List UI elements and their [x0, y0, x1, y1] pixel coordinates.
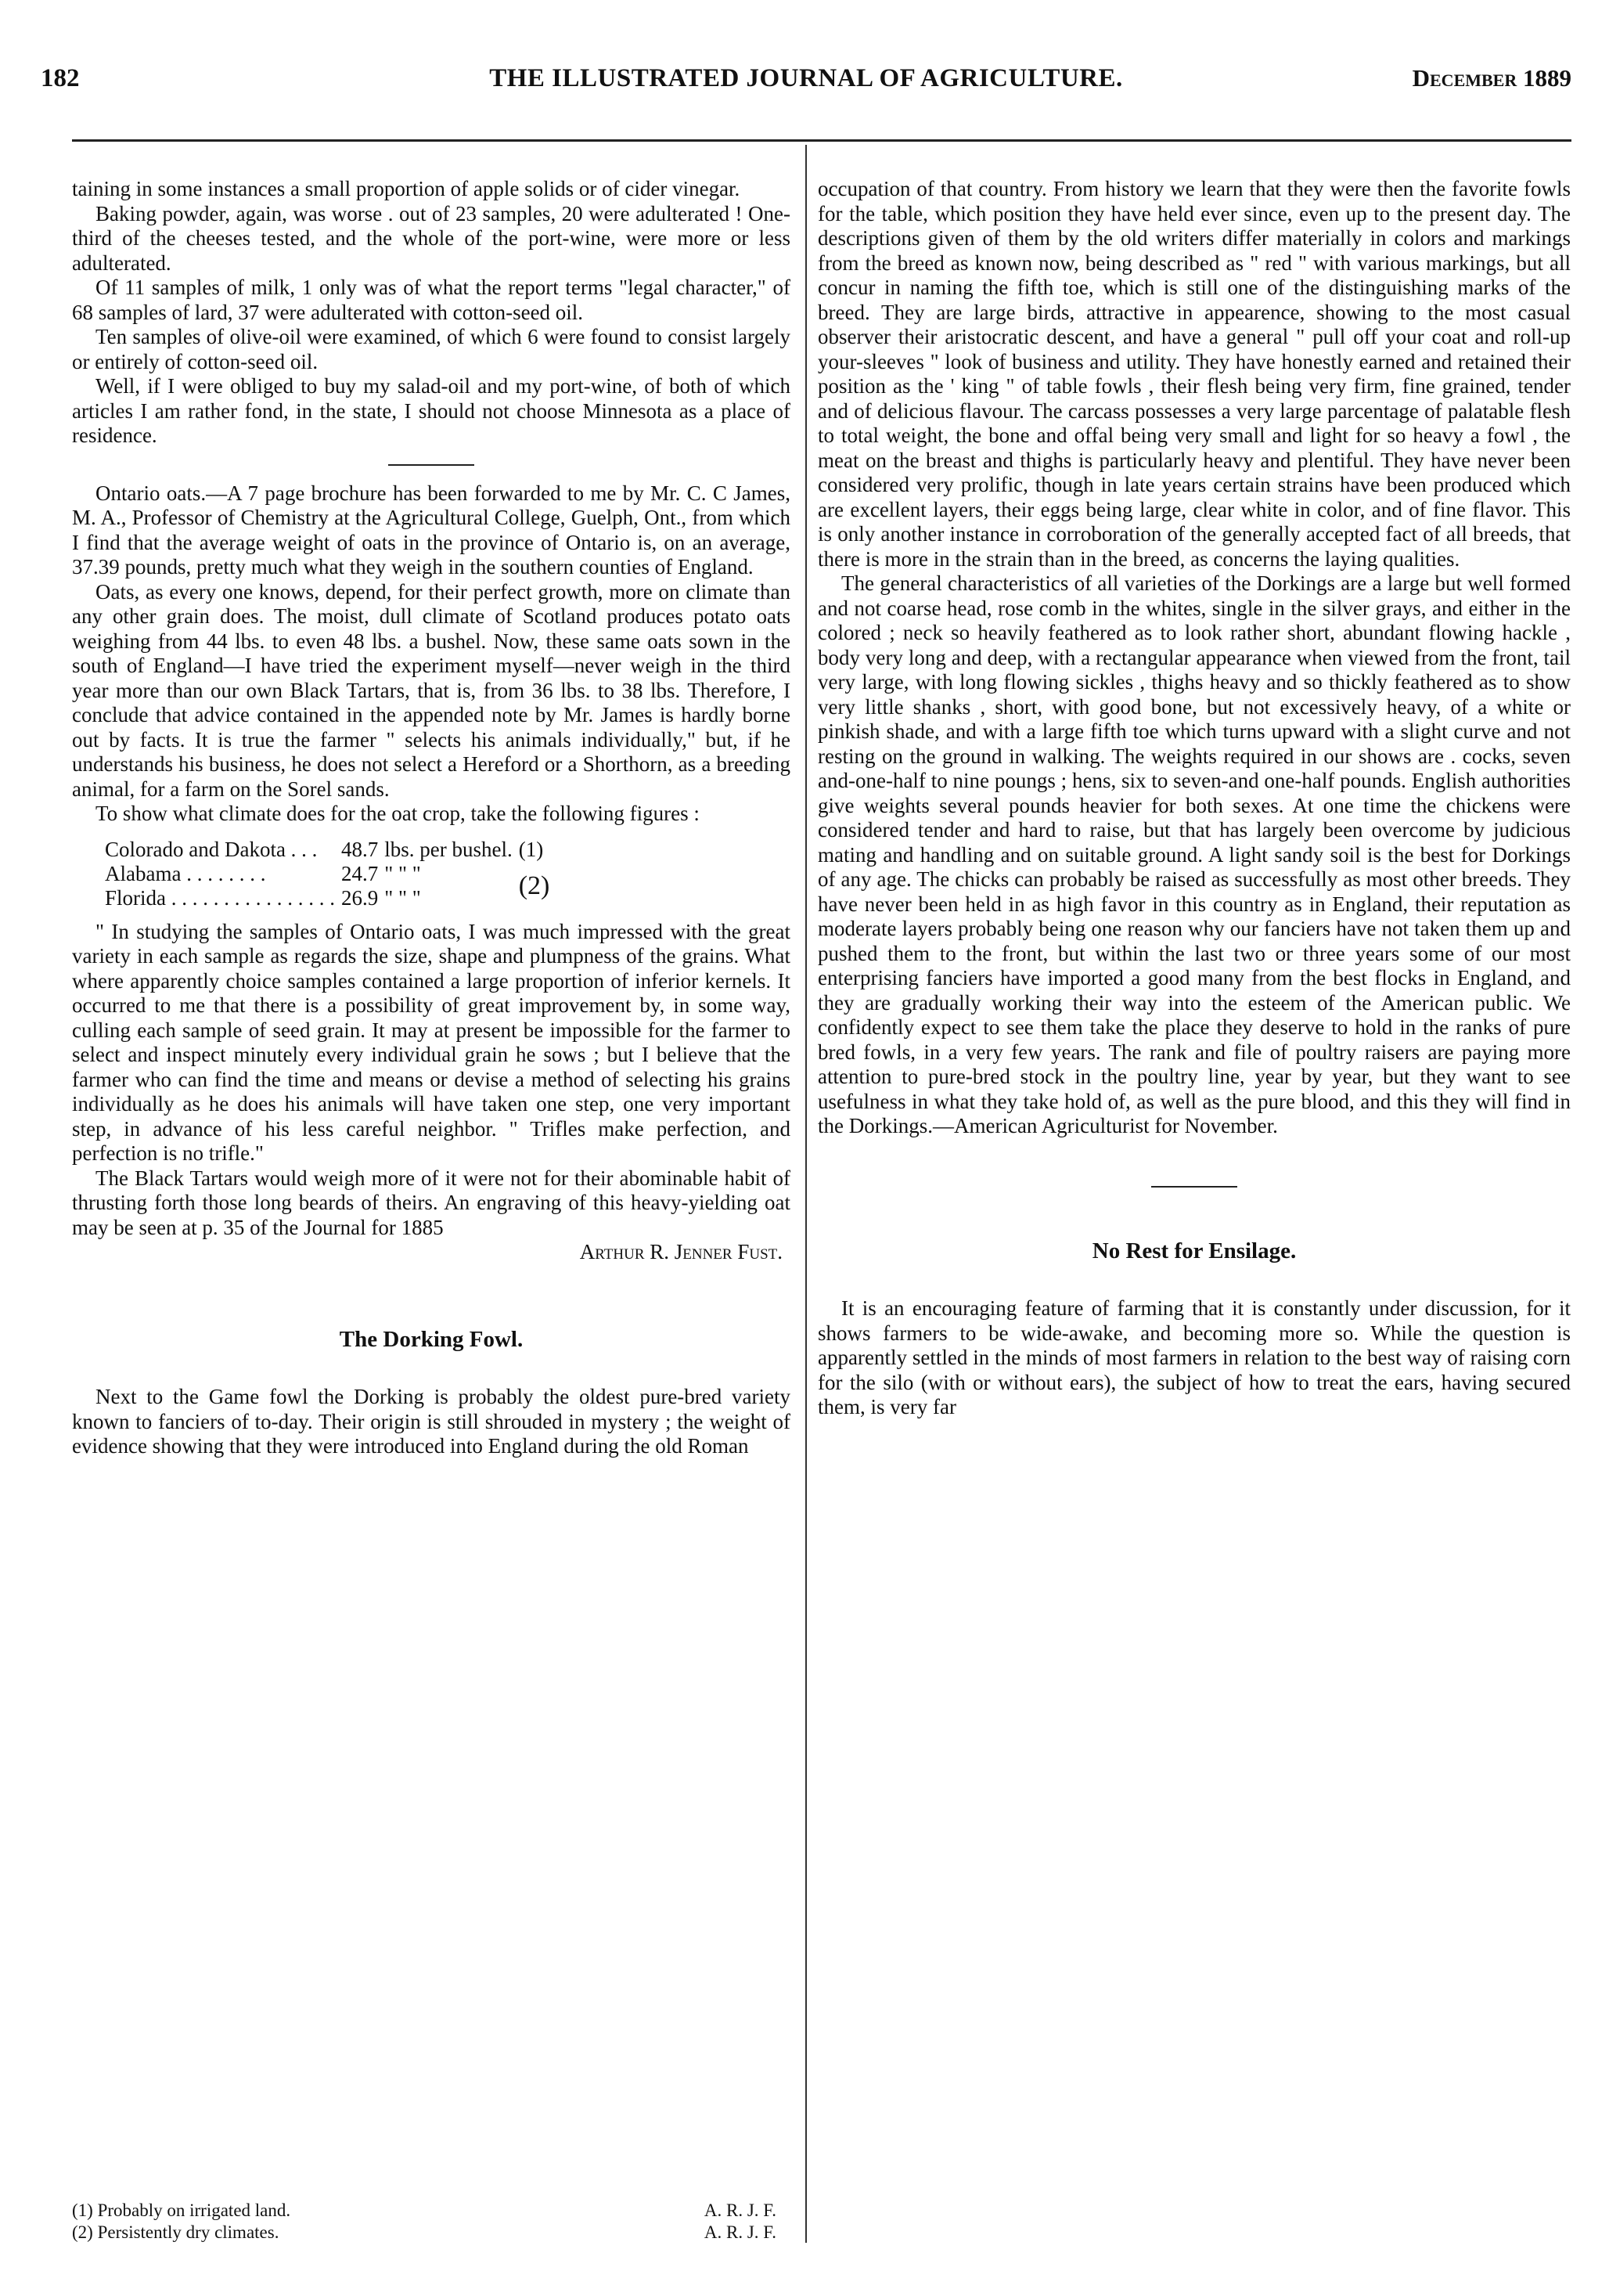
- paragraph: The general characteristics of all varieties of the Dorkings are a large but well formed and not coarse head, rose comb in the whites, single in the silver grays, and either in the colored ; neck so heavily feathered as to look rather short, abundant flowing hackle , body very long and deep, with a rectangular appearance when viewed from the front, tail very large, with long flowing sickles , thighs heavy and so thickly feathered as to show very little shanks , short, with good bone, but not excessively heavy, of a white or pinkish shade, and with a large fifth toe which turns upward with a slight curve and not resting on the ground in walking. The weights required in our shows are . cocks, seven and-one-half to nine poungs ; hens, six to seven-and one-half pounds. English authorities give weights several pounds heavier for both sexes. At one time the chickens were considered tender and hard to raise, but that has largely been overcome by judicious mating and handling and on suitable ground. A light sandy soil is the best for Dorkings of any age. The chicks can probably be raised as successfully as most other breeds. They have never been held in as high favor in this country as in England, their reputation as moderate layers probably being one reason why our fanciers have not taken them up and pushed them to the front, but within the last two or three years some of our most enterprising fanciers have imported a good many from the best flocks in England, and they are gradually working their way into the esteem of the American public. We confidently expect to see them take the place they deserve to hold in the ranks of pure bred fowls, in a very few years. The rank and file of poultry raisers are paying more attention to pure-bred stock in the poultry line, year by year, but they want to see usefulness in what they take hold of, as well as the pure blood, and this they will find in the Dorkings.—American Agriculturist for November.: [818, 571, 1571, 1137]
- paragraph: Ontario oats.—A 7 page brochure has been forwarded to me by Mr. C. C James, M. A., Professor of Chemistry at the Agricultural College, Guelph, Ont., from which I find that the average weight of oats in the province of Ontario is, on an average, 37.39 pounds, pretty much what they weigh in the southern counties of England.: [72, 481, 790, 579]
- table-row: [102, 862, 553, 886]
- note-cell: (2): [518, 871, 550, 900]
- article-heading: The Dorking Fowl.: [339, 1326, 524, 1352]
- note-cell: (1): [518, 837, 544, 861]
- author-signature: Arthur R. Jenner Fust.: [579, 1240, 783, 1263]
- paragraph: Well, if I were obliged to buy my salad-oil and my port-wine, of both of which articles I am rather fond, in the state, I should not choose Minnesota as a place of residence.: [72, 374, 790, 447]
- header-rule: [72, 139, 1571, 142]
- footnotes: [72, 2200, 776, 2244]
- footnote-initials: A. R. J. F.: [704, 2222, 776, 2242]
- running-header: [41, 64, 1571, 111]
- paragraph: It is an encouraging feature of farming that it is constantly under discussion, for it shows farmers to be wide-awake, and becoming more so. While the question is apparently settled in the minds of most farmers in relation to the best way of raising corn for the silo (with or without ears), the subject of how to treat the ears, having secured them, is very far: [818, 1296, 1571, 1418]
- unit-cell: " " ": [384, 861, 421, 885]
- journal-title: THE ILLUSTRATED JOURNAL OF AGRICULTURE.: [489, 64, 1123, 92]
- paragraph: occupation of that country. From history we learn that they were then the favorite fowls for the table, which position they have held ever since, even up to the present day. The descriptions given of them by the old writers differ materially in colors and markings from the breed as known now, being described as " red " with various markings, but all concur in naming the fifth toe, which is still one of the distinguishing marks of the breed. They are large birds, attractive in appearence, showing to the most casual observer their aristocratic descent, and have a general " pull off your coat and roll-up your-sleeves " look of business and utility. They have honestly earned and retained their position as the ' king " of table fowls , their flesh being very firm, fine grained, tender and of delicious flavour. The carcass possesses a very large parcentage of palatable flesh to total weight, the bone and offal being very small and light for so heavy a fowl , the meat on the breast and thighs is particularly heavy and plentiful. They have never been considered very prolific, though in late years certain strains have been produced which are excellent layers, their eggs being large, clear white in color, and of fine flavor. This is only another instance in corroboration of the generally accepted fact of all breeds, that there is more in the strain than in the breed, as concerns the laying qualities.: [818, 177, 1571, 571]
- footnote-text: Probably on irrigated land.: [97, 2200, 291, 2220]
- place-cell: Colorado and Dakota . . .: [105, 837, 318, 861]
- paragraph: Of 11 samples of milk, 1 only was of what the report terms "legal character," of 68 samples of lard, 37 were adulterated with cotton-seed oil.: [72, 276, 790, 324]
- value-cell: 48.7: [341, 837, 379, 861]
- place-cell: Alabama . . . . . . . .: [105, 861, 266, 885]
- paragraph: taining in some instances a small proportion of apple solids or of cider vinegar.: [72, 177, 740, 200]
- paragraph: Baking powder, again, was worse . out of 23 samples, 20 were adulterated ! One-third of the cheeses tested, and the whole of the port-wine, were more or less adulterated.: [72, 201, 790, 275]
- paragraph: Next to the Game fowl the Dorking is probably the oldest pure-bred variety known to fanciers of to-day. Their origin is still shrouded in mystery ; the weight of evidence showing that they were introduced into England during the old Roman: [72, 1385, 790, 1458]
- section-rule: [1151, 1186, 1237, 1188]
- place-cell: Florida . . . . . . . . . . . . . . . .: [105, 885, 335, 910]
- column-divider: [805, 145, 807, 2243]
- article-heading: No Rest for Ensilage.: [1092, 1238, 1297, 1263]
- value-cell: 26.9: [341, 885, 379, 910]
- unit-cell: " " ": [384, 885, 421, 910]
- paragraph: The Black Tartars would weigh more of it were not for their abominable habit of thrusting forth those long beards of theirs. An engraving of this heavy-yielding oat may be seen at p. 35 of the Journal for 1885: [72, 1166, 790, 1239]
- footnote-initials: A. R. J. F.: [704, 2200, 776, 2220]
- page-number: 182: [41, 64, 80, 92]
- quoted-paragraph: " In studying the samples of Ontario oats, I was much impressed with the great variety in each sample as regards the size, shape and plumpness of the grains. What where apparently choice samples contained a large proportion of inferior kernels. It occurred to me that there is a possibility of great improvement by, in some way, culling each sample of seed grain. It may at present be impossible for the farmer to select and inspect minutely every individual grain he sows ; but I believe that the farmer who can find the time and means or devise a method of selecting his grains individually as he does his animals will have taken one step, one very important step, in advance of his less careful neighbor. " Trifles make perfection, and perfection is no trifle.": [72, 919, 790, 1165]
- footnote-mark: (1): [72, 2200, 93, 2220]
- unit-cell: lbs. per bushel.: [384, 837, 513, 861]
- section-rule: [388, 464, 474, 466]
- paragraph: Oats, as every one knows, depend, for their perfect growth, more on climate than any other grain does. The moist, dull climate of Scotland produces potato oats weighing from 44 lbs. to even 48 lbs. a bushel. Now, these same oats sown in the south of England—I have tried the experiment myself—never weigh in the third year more than our own Black Tartars, that is, from 36 lbs. to 38 lbs. Therefore, I conclude that advice contained in the appended note by Mr. James is hardly borne out by facts. It is true the farmer " selects his animals individually," but, if he understands his business, he does not select a Hereford or a Shorthorn, as a breeding animal, for a farm on the Sorel sands.: [72, 579, 790, 801]
- footnote-text: Persistently dry climates.: [97, 2222, 279, 2242]
- footnote: [72, 2200, 776, 2222]
- value-cell: 24.7: [341, 861, 379, 885]
- issue-date: December 1889: [1412, 64, 1571, 92]
- footnote-mark: (2): [72, 2222, 93, 2242]
- paragraph: To show what climate does for the oat crop, take the following figures :: [95, 802, 700, 825]
- table-row: [102, 838, 553, 862]
- left-column: [72, 177, 790, 1459]
- paragraph: Ten samples of olive-oil were examined, of which 6 were found to consist largely or entirely of cotton-seed oil.: [72, 325, 790, 373]
- table-row: [102, 886, 553, 910]
- right-column: [818, 177, 1571, 1420]
- footnote: [72, 2222, 776, 2244]
- oat-weight-table: [102, 838, 553, 910]
